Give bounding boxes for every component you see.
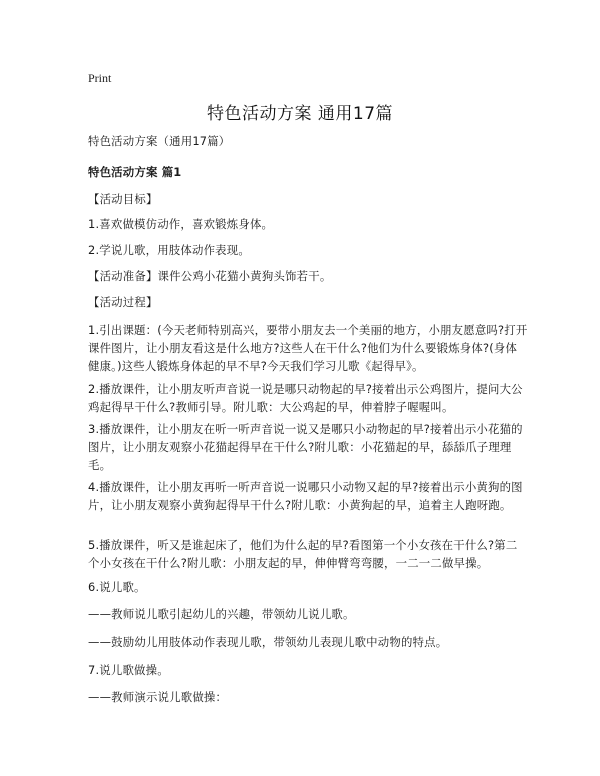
paragraph: 【活动过程】 xyxy=(88,295,158,309)
print-label: Print xyxy=(88,71,112,85)
paragraph: 4.播放课件，让小朋友再听一听声音说一说哪只小动物又起的早?接着出示小黄狗的图片，让小朋友观察小黄狗起得早干什么?附儿歌：小黄狗起的早，追着主人跑呀跑。 xyxy=(88,480,523,512)
paragraph: 3.播放课件，让小朋友在听一听声音说一说又是哪只小动物起的早?接着出示小花猫的图片，让小朋友观察小花猫起得早在干什么?附儿歌：小花猫起的早，舔舔爪子理理毛。 xyxy=(88,422,523,472)
paragraph: 7.说儿歌做操。 xyxy=(88,663,169,677)
paragraph: ——教师说儿歌引起幼儿的兴趣，带领幼儿说儿歌。 xyxy=(88,607,355,621)
paragraph: 1.喜欢做模仿动作，喜欢锻炼身体。 xyxy=(88,217,274,231)
paragraph: 6.说儿歌。 xyxy=(88,580,146,594)
paragraph: 2.学说儿歌，用肢体动作表现。 xyxy=(88,243,250,257)
paragraph: ——鼓励幼儿用肢体动作表现儿歌，带领幼儿表现儿歌中动物的特点。 xyxy=(88,635,448,649)
paragraph: 5.播放课件，听又是谁起床了，他们为什么起的早?看图第一个小女孩在干什么?第二个小女孩在干什么?附儿歌：小朋友起的早，伸伸臂弯弯腰，一二一二做早操。 xyxy=(88,538,518,570)
subtitle: 特色活动方案（通用17篇） xyxy=(88,134,231,148)
paragraph: 2.播放课件，让小朋友听声音说一说是哪只动物起的早?接着出示公鸡图片，提问大公鸡起得早干什么?教师引导。附儿歌：大公鸡起的早，伸着脖子喔喔叫。 xyxy=(88,382,523,414)
paragraph: 【活动目标】 xyxy=(88,192,158,206)
paragraph: 【活动准备】课件公鸡小花猫小黄狗头饰若干。 xyxy=(88,269,332,283)
paragraph: ——教师演示说儿歌做操： xyxy=(88,690,228,704)
section-heading: 特色活动方案 篇1 xyxy=(88,165,182,179)
page-title: 特色活动方案 通用17篇 xyxy=(206,104,394,124)
paragraph: 1.引出课题：(今天老师特别高兴，要带小朋友去一个美丽的地方，小朋友愿意吗?打开课件图片，让小朋友看这是什么地方?这些人在干什么?他们为什么要锻炼身体?(身体健康。)这些人锻炼身体起的早不早?今天我们学习儿歌《起得早》。 xyxy=(88,323,528,373)
